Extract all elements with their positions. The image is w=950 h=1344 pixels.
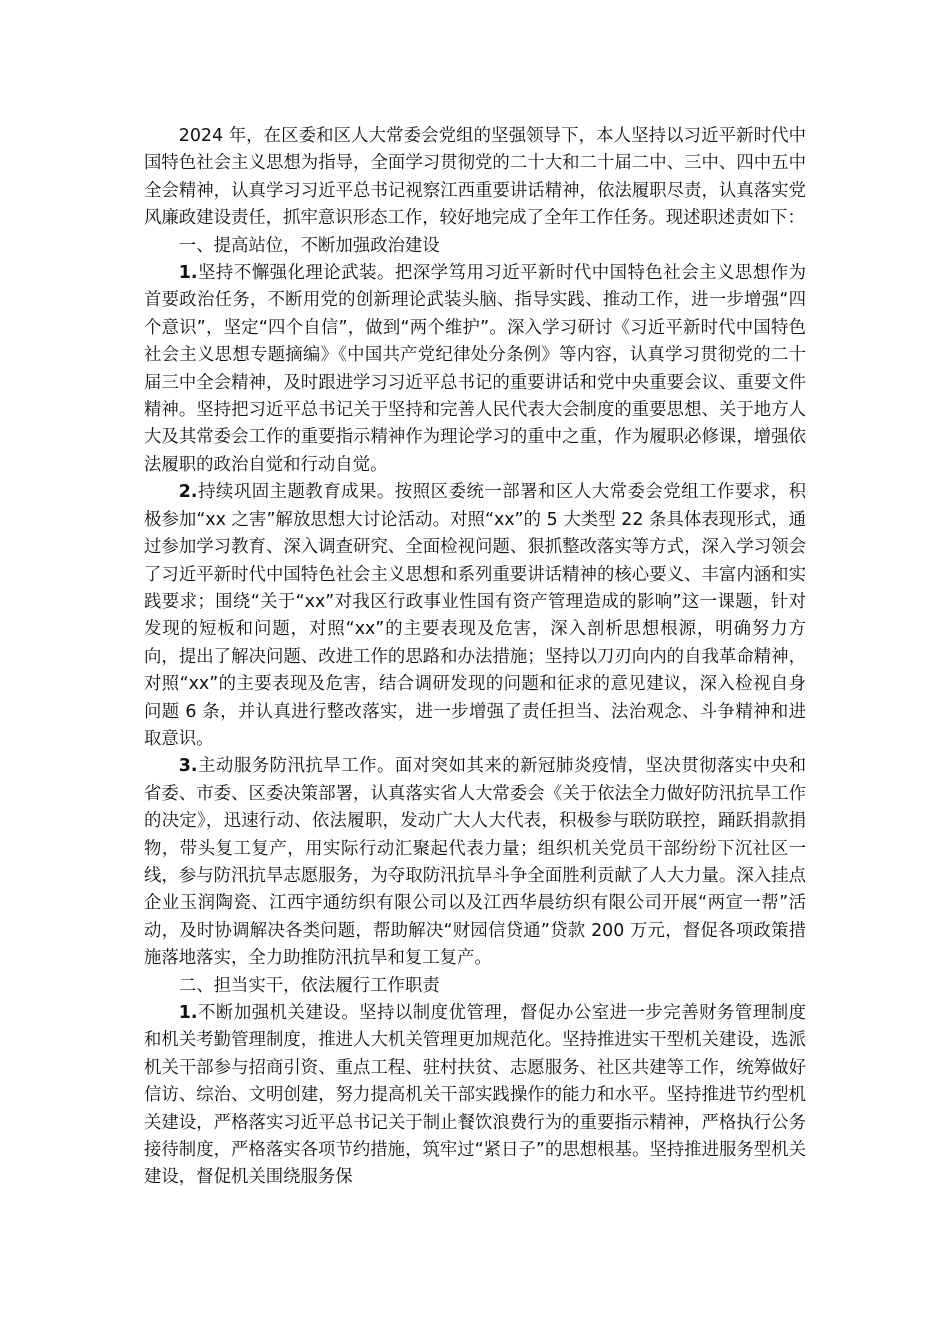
intro-paragraph (144, 123, 806, 233)
heading-text: 二、担当实干，依法履行工作职责 (178, 975, 440, 996)
item-number: 2. (178, 482, 198, 503)
paragraph-text: 坚持不懈强化理论武装。把深学笃用习近平新时代中国特色社会主义思想作为首要政治任务，不断用党的创新理论武装头脑、指导实践、推动工作，进一步增强“四个意识”，坚定“四个自信”，做到“两个维护”。深入学习研讨《习近平新时代中国特色社会主义思想专题摘编》《中国共产党纪律处分条例》等内容，认真学习贯彻党的二十届三中全会精神，及时跟进学习习近平总书记的重要讲话和党中央重要会议、重要文件精神。坚持把习近平总书记关于坚持和完善人民代表大会制度的重要思想、关于地方人大及其常委会工作的重要指示精神作为理论学习的重中之重，作为履职必修课，增强依法履职的政治自觉和行动自觉。 (144, 263, 806, 475)
item-paragraph (144, 1000, 806, 1192)
item-paragraph (144, 260, 806, 479)
item-paragraph (144, 753, 806, 972)
paragraph-text: 2024 年，在区委和区人大常委会党组的坚强领导下，本人坚持以习近平新时代中国特色社会主义思想为指导，全面学习贯彻党的二十大和二十届二中、三中、四中五中全会精神，认真学习习近平总书记视察江西重要讲话精神，依法履职尽责，认真落实党风廉政建设责任，抓牢意识形态工作，较好地完成了全年工作任务。现述职述责如下： (144, 126, 806, 229)
item-number: 1. (178, 1003, 198, 1023)
item-number: 3. (178, 756, 198, 777)
item-paragraph (144, 479, 806, 753)
item-number: 1. (178, 263, 198, 284)
paragraph-text: 主动服务防汛抗旱工作。面对突如其来的新冠肺炎疫情，坚决贯彻落实中央和省委、市委、区委决策部署，认真落实省人大常委会《关于依法全力做好防汛抗旱工作的决定》，迅速行动、依法履职，发动广大人大代表，积极参与联防联控，踊跃捐款捐物，带头复工复产，用实际行动汇聚起代表力量；组织机关党员干部纷纷下沉社区一线，参与防汛抗旱志愿服务，为夺取防汛抗旱斗争全面胜利贡献了人大力量。深入挂点企业玉润陶瓷、江西宇通纺织有限公司以及江西华晨纺织有限公司开展“两宣一帮”活动，及时协调解决各类问题，帮助解决“财园信贷通”贷款 200 万元，督促各项政策措施落地落实，全力助推防汛抗旱和复工复产。 (144, 756, 806, 969)
paragraph-text: 持续巩固主题教育成果。按照区委统一部署和区人大常委会党组工作要求，积极参加“xx 之害”解放思想大讨论活动。对照“xx”的 5 大类型 22 条具体表现形式，通过参加学习教育、深入调查研究、全面检视问题、狠抓整改落实等方式，深入学习领会了习近平新时代中国特色社会主义思想和系列重要讲话精神的核心要义、丰富内涵和实践要求；围绕“关于“xx”对我区行政事业性国有资产管理造成的影响”这一课题，针对发现的短板和问题，对照“xx”的主要表现及危害，深入剖析思想根源，明确努力方向，提出了解决问题、改进工作的思路和办法措施；坚持以刀刃向内的自我革命精神，对照“xx”的主要表现及危害，结合调研发现的问题和征求的意见建议，深入检视自身问题 6 条，并认真进行整改落实，进一步增强了责任担当、法治观念、斗争精神和进取意识。 (144, 482, 806, 749)
document-page (144, 123, 806, 1192)
section-heading-2 (144, 973, 806, 1000)
section-heading-1 (144, 233, 806, 260)
paragraph-text: 不断加强机关建设。坚持以制度优管理，督促办公室进一步完善财务管理制度和机关考勤管理制度，推进人大机关管理更加规范化。坚持推进实干型机关建设，选派机关干部参与招商引资、重点工程、驻村扶贫、志愿服务、社区共建等工作，统筹做好信访、综治、文明创建，努力提高机关干部实践操作的能力和水平。坚持推进节约型机关建设，严格落实习近平总书记关于制止餐饮浪费行为的重要指示精神，严格执行公务接待制度，严格落实各项节约措施，筑牢过“紧日子”的思想根基。坚持推进服务型机关建设，督促机关围绕服务保 (144, 1003, 806, 1188)
heading-text: 一、提高站位，不断加强政治建设 (178, 235, 440, 256)
